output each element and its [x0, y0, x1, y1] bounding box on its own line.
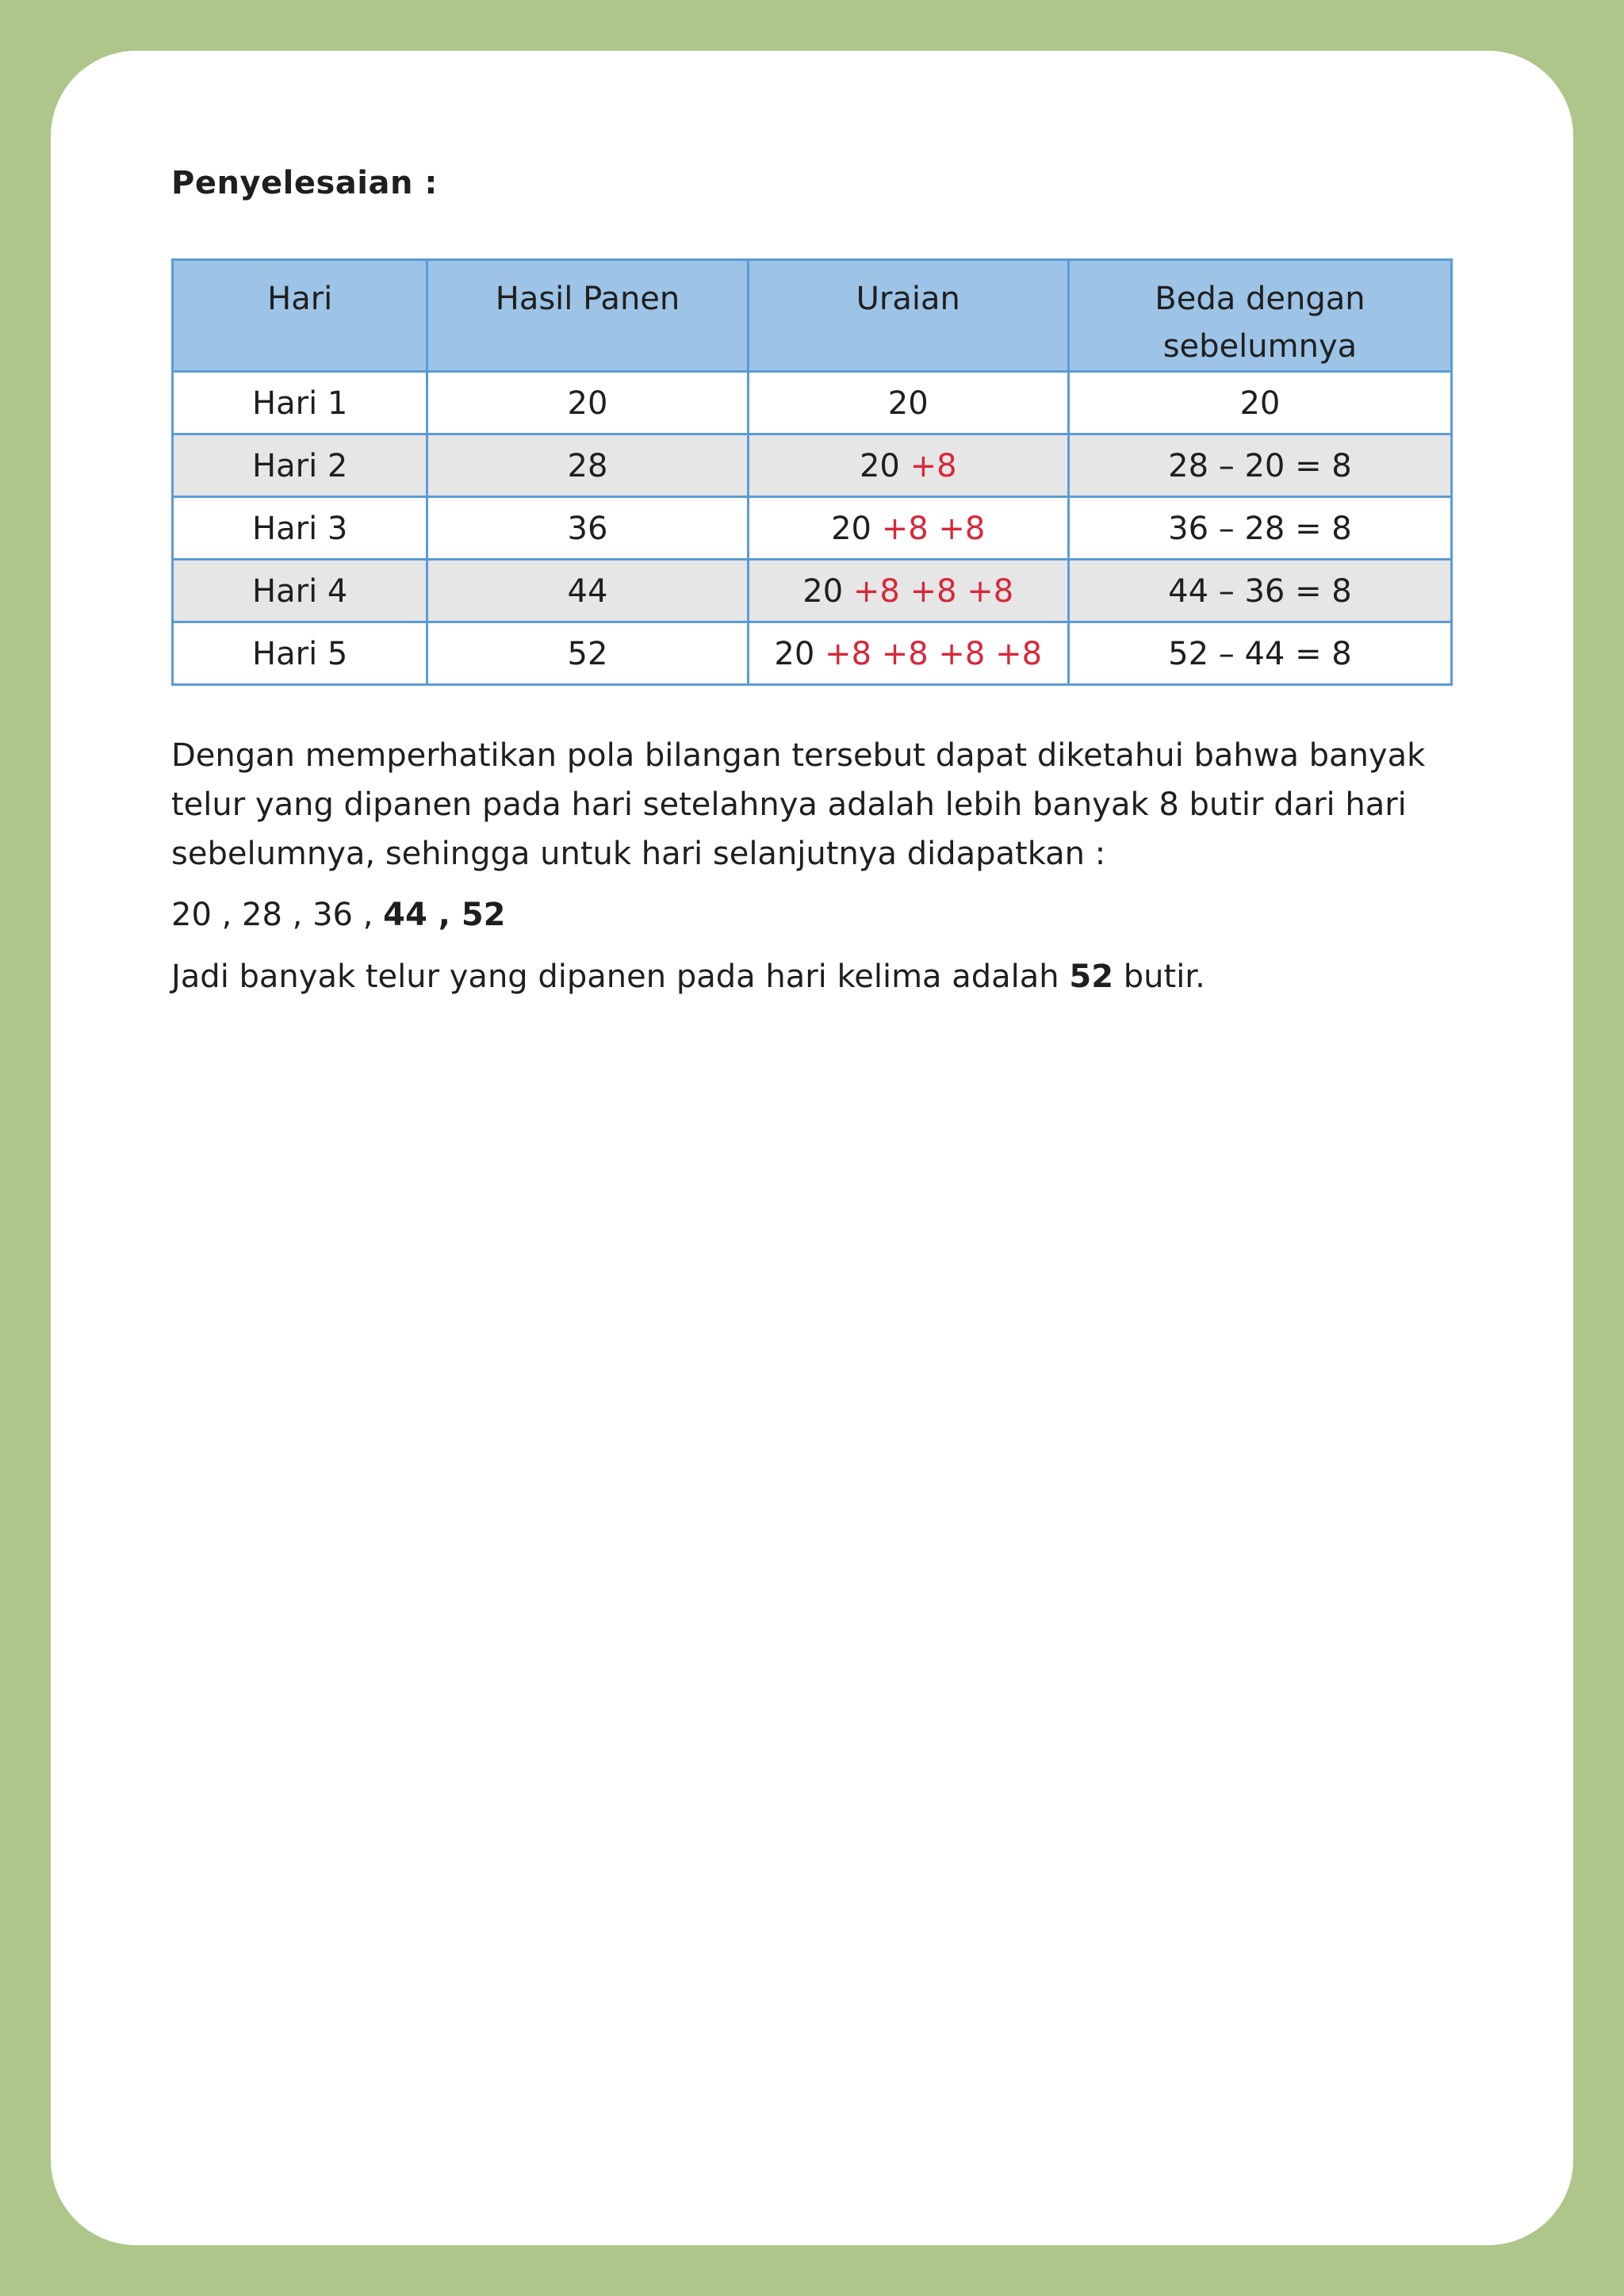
uraian-addition: +8 +8 +8 +8 — [825, 636, 1043, 672]
cell-uraian — [748, 622, 1068, 685]
uraian-addition: +8 — [910, 448, 957, 484]
cell-uraian — [748, 434, 1068, 497]
cell-hari: Hari 1 — [173, 372, 427, 434]
cell-hari: Hari 2 — [173, 434, 427, 497]
header-uraian: Uraian — [748, 260, 1068, 372]
cell-hari: Hari 5 — [173, 622, 427, 685]
uraian-base: 20 — [859, 448, 900, 484]
cell-hari: Hari 3 — [173, 497, 427, 560]
cell-beda: 28 – 20 = 8 — [1068, 434, 1451, 497]
cell-beda: 44 – 36 = 8 — [1068, 560, 1451, 622]
explanation-paragraph: Dengan memperhatikan pola bilangan tersebut dapat diketahui bahwa banyak telur yang dipanen pada hari setelahnya adalah lebih banyak 8 butir dari hari sebelumnya, sehingga untuk hari selanjutnya didapatkan : — [171, 737, 1426, 872]
header-beda-line1: Beda dengan — [1155, 281, 1365, 317]
cell-hasil: 20 — [427, 372, 748, 434]
cell-hasil: 52 — [427, 622, 748, 685]
cell-hasil: 28 — [427, 434, 748, 497]
cell-uraian — [748, 372, 1068, 434]
cell-beda: 36 – 28 = 8 — [1068, 497, 1451, 560]
conclusion-answer: 52 — [1069, 959, 1114, 995]
cell-hari: Hari 4 — [173, 560, 427, 622]
harvest-table — [171, 258, 1453, 686]
cell-uraian — [748, 560, 1068, 622]
header-hari: Hari — [173, 260, 427, 372]
cell-beda: 20 — [1068, 372, 1451, 434]
number-sequence — [171, 891, 506, 939]
table-row — [173, 372, 1452, 434]
cell-beda: 52 – 44 = 8 — [1068, 622, 1451, 685]
table-row — [173, 560, 1452, 622]
uraian-base: 20 — [774, 636, 815, 672]
table-header-row — [173, 260, 1452, 372]
conclusion-after: butir. — [1113, 959, 1205, 995]
header-hasil-panen: Hasil Panen — [427, 260, 748, 372]
header-beda-line2: sebelumnya — [1162, 328, 1358, 365]
cell-hasil: 36 — [427, 497, 748, 560]
cell-hasil: 44 — [427, 560, 748, 622]
uraian-addition: +8 +8 — [881, 511, 986, 547]
sequence-known: 20 , 28 , 36 , — [171, 897, 384, 933]
uraian-base: 20 — [831, 511, 872, 547]
conclusion-before: Jadi banyak telur yang dipanen pada hari kelima adalah — [171, 959, 1070, 995]
section-heading: Penyelesaian : — [171, 165, 438, 201]
sequence-next: 44 , 52 — [383, 897, 506, 933]
uraian-base: 20 — [802, 573, 844, 610]
cell-uraian — [748, 497, 1068, 560]
table-row — [173, 434, 1452, 497]
conclusion-sentence — [171, 953, 1205, 1001]
uraian-addition: +8 +8 +8 — [852, 573, 1014, 610]
table-row — [173, 497, 1452, 560]
uraian-base: 20 — [887, 385, 929, 422]
table-row — [173, 622, 1452, 685]
header-beda — [1068, 260, 1451, 372]
